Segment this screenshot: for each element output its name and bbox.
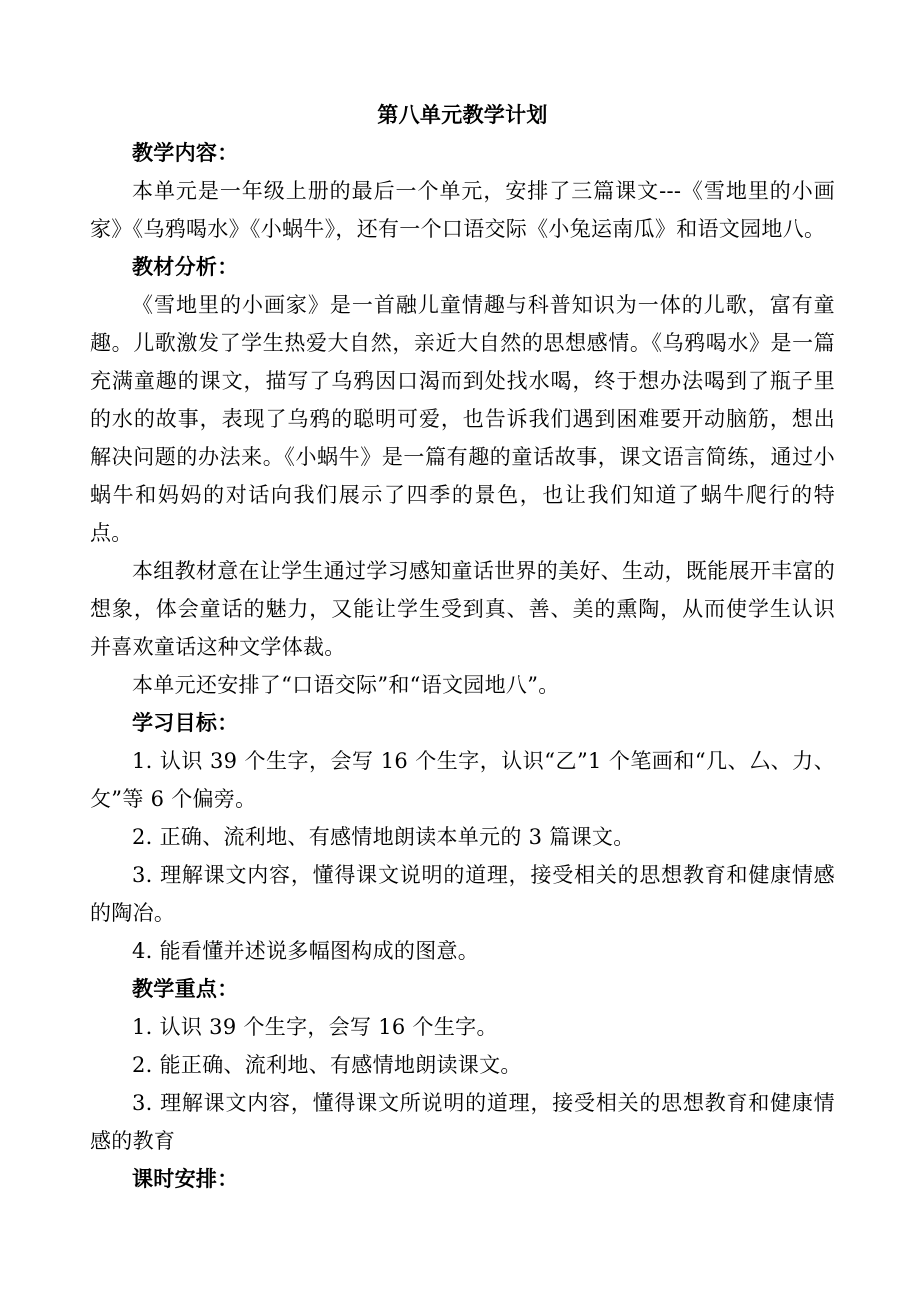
paragraph: 本单元是一年级上册的最后一个单元，安排了三篇课文---《雪地里的小画家》《乌鸦喝水》《小蜗牛》，还有一个口语交际《小兔运南瓜》和语文园地八。 [90, 179, 835, 241]
section-heading-goals: 学习目标： [132, 710, 239, 735]
section-heading-key-points: 教学重点： [132, 976, 239, 1001]
paragraph: 本组教材意在让学生通过学习感知童话世界的美好、生动，既能展开丰富的想象，体会童话的魅力，又能让学生受到真、善、美的熏陶，从而使学生认识并喜欢童话这种文学体裁。 [90, 559, 835, 659]
section-heading-schedule: 课时安排： [132, 1166, 239, 1191]
paragraph: 本单元还安排了“口语交际”和“语文园地八”。 [132, 673, 560, 697]
list-item: 3. 理解课文内容，懂得课文说明的道理，接受相关的思想教育和健康情感的陶冶。 [90, 863, 835, 925]
list-item: 3. 理解课文内容，懂得课文所说明的道理，接受相关的思想教育和健康情感的教育 [90, 1091, 835, 1153]
list-item: 1. 认识 39 个生字，会写 16 个生字，认识“乙”1 个笔画和“几、厶、力、攵”等 6 个偏旁。 [90, 749, 835, 811]
section-heading-content: 教学内容： [132, 140, 239, 165]
list-item: 2. 能正确、流利地、有感情地朗读课文。 [132, 1053, 522, 1077]
paragraph: 《雪地里的小画家》是一首融儿童情趣与科普知识为一体的儿歌，富有童趣。儿歌激发了学生热爱大自然，亲近大自然的思想感情。《乌鸦喝水》是一篇充满童趣的课文，描写了乌鸦因口渴而到处找水喝，终于想办法喝到了瓶子里的水的故事，表现了乌鸦的聪明可爱，也告诉我们遇到困难要开动脑筋，想出解决问题的办法来。《小蜗牛》是一篇有趣的童话故事，课文语言简练，通过小蜗牛和妈妈的对话向我们展示了四季的景色，也让我们知道了蜗牛爬行的特点。 [90, 293, 835, 545]
section-heading-analysis: 教材分析： [132, 254, 239, 279]
list-item: 1. 认识 39 个生字，会写 16 个生字。 [132, 1015, 498, 1039]
document-title: 第八单元教学计划 [377, 102, 548, 127]
list-item: 2. 正确、流利地、有感情地朗读本单元的 3 篇课文。 [132, 825, 635, 849]
list-item: 4. 能看懂并述说多幅图构成的图意。 [132, 939, 480, 963]
document-body [90, 96, 835, 1198]
